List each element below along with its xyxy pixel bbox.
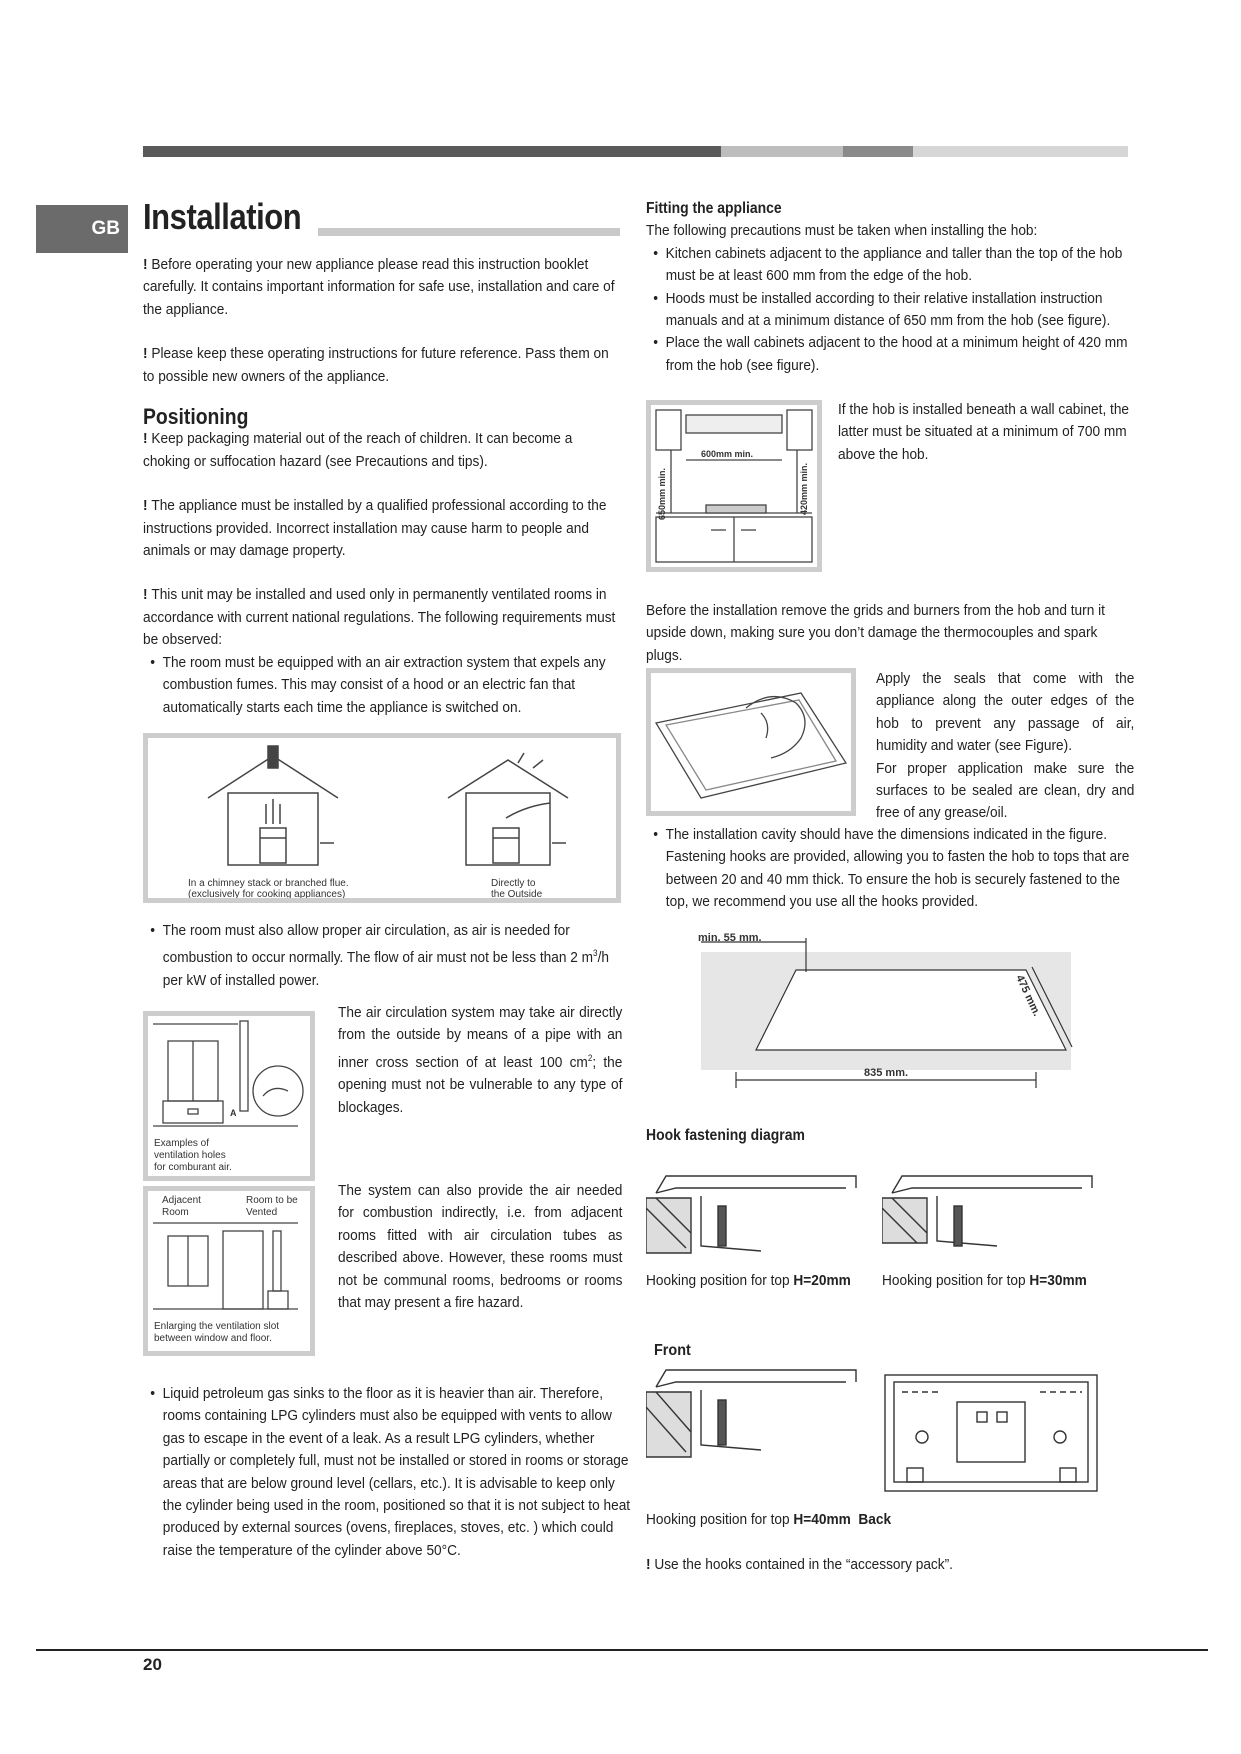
wall-window-illustration (148, 1016, 310, 1176)
list-item: • Kitchen cabinets adjacent to the appliance and taller than the top of the hob must be at least 600 mm from the edge of the hob. (653, 244, 1123, 285)
figure-caption: In a chimney stack or branched flue. (188, 878, 349, 889)
hook-caption-20: Hooking position for top H=20mm (646, 1272, 851, 1289)
seals-figure (646, 668, 856, 816)
house-illustration (148, 738, 616, 898)
hook-heading: Hook fastening diagram (646, 1127, 805, 1144)
label: Room (162, 1207, 189, 1218)
positioning-heading: Positioning (143, 404, 249, 430)
figure-caption: Directly to (491, 878, 536, 889)
list-item: • Liquid petroleum gas sinks to the floor as it is heavier than air. Therefore, rooms containing LPG cylinders must also be equipped with vents to allow gas to escape in the event of a leak. As a result LPG cylinders, whether partially or completely full, must not be installed or stored in rooms or storage areas that are below ground level (cellars, etc.). It is advisable to keep only the cylinder being used in the room, positioned so that it is not subject to heat produced by external sources (ovens, fireplaces, stoves, etc. ) which could raise the temperature of the cylinder above 50°C. (150, 1385, 631, 1559)
list-item: • The room must also allow proper air circulation, as air is needed for combustion to occur normally. The flow of air must not be less than 2 $m^3/h$ per kW of installed power. (150, 922, 609, 989)
hook-caption-30: Hooking position for top H=30mm (882, 1272, 1087, 1289)
intro-paragraph: ! Please keep these operating instructions for future reference. Pass them on to possible new owners of the appliance. (143, 345, 609, 385)
indirect-air-text: The system can also provide the air needed for combustion indirectly, i.e. from adjacent rooms fitted with air circulation tubes as described above. However, these rooms must not be communal rooms, bedrooms or rooms that may present a fire hazard. (338, 1182, 623, 1312)
hook-illustration (646, 1168, 864, 1258)
ventilation-holes-figure (143, 1011, 315, 1181)
hook-illustration (646, 1362, 864, 1462)
label: Room to be (246, 1195, 298, 1206)
list-item: • Place the wall cabinets adjacent to the hood at a minimum height of 420 mm from the hob (see figure). (653, 334, 1128, 374)
hook-caption-40: Hooking position for top H=40mm Back (646, 1511, 892, 1528)
seals-text: Apply the seals that come with the appliance along the outer edges of the hob to prevent any passage of air, humidity and water (see Figure). For proper application make sure the surfaces to be sealed are clean, dry and free of any grease/oil. (876, 670, 1135, 822)
list-item: • Hoods must be installed according to their relative installation instruction manuals and at a minimum distance of 650 mm from the hob (see figure). (653, 289, 1111, 330)
figure-caption: for comburant air. (154, 1162, 232, 1173)
language-tab: GB (36, 205, 128, 253)
hook-figure-30 (882, 1168, 1100, 1258)
hob-underside-illustration (882, 1372, 1100, 1494)
figure-caption: Enlarging the ventilation slot (154, 1321, 280, 1332)
dimension-label: 835 mm. (864, 1067, 909, 1079)
positioning-paragraph: ! Keep packaging material out of the reach of children. It can become a choking or suffocation hazard (see Precautions and tips). (143, 430, 573, 470)
clearance-illustration (651, 405, 817, 567)
left-column-mid (143, 920, 623, 992)
before-install-text: Before the installation remove the grids and burners from the hob and turn it upside down, making sure you don’t damage the thermocouples and spark plugs. (646, 602, 1105, 664)
left-column (143, 254, 623, 719)
positioning-paragraph: ! The appliance must be installed by a qualified professional according to the instructions provided. Incorrect installation may cause harm to people and animals or may damage property. (143, 497, 607, 560)
right-column: Fitting the appliance The following precautions must be taken when installing the hob: • Kitchen cabinets adjacent to the appliance and taller than the top of the hob must be at least 600 mm from the edge of the hob. • Hoods must be installed according to their relative installation instruction manuals and at a minimum distance of 650 mm from the hob (see figure). • Place the wall cabinets adjacent to the hood at a minimum height of 420 mm from the hob (see figure). (646, 198, 1136, 377)
cavity-figure (696, 932, 1076, 1092)
cavity-bullet (646, 824, 1136, 914)
figure-caption: ventilation holes (154, 1150, 226, 1161)
lpg-bullet (143, 1383, 636, 1562)
clearance-figure (646, 400, 822, 572)
list-item: • The installation cavity should have the dimensions indicated in the figure. Fastening hooks are provided, allowing you to fasten the hob to tops that are between 20 and 40 mm thick. To ensure the hob is securely fastened to the top, we recommend you use all the hooks provided. (653, 826, 1130, 911)
dimension-label: 650mm min. (657, 467, 667, 520)
title-rule (318, 228, 620, 236)
hook-figure-20 (646, 1168, 864, 1258)
hook-illustration (882, 1168, 1100, 1258)
intro-paragraph: ! Before operating your new appliance please read this instruction booklet carefully. It contains important information for safe use, installation and care of the appliance. (143, 256, 615, 318)
ventilation-figure (143, 733, 621, 903)
adjacent-room-figure (143, 1186, 315, 1356)
figure-caption: the Outside (491, 889, 543, 898)
dimension-label: min. 55 mm. (698, 932, 762, 944)
dimension-label: 600mm min. (701, 449, 754, 459)
page-title: Installation (143, 196, 302, 237)
hob-back-figure (882, 1372, 1100, 1494)
wall-cabinet-text: If the hob is installed beneath a wall cabinet, the latter must be situated at a minimum of 700 mm above the hob. (838, 401, 1130, 463)
hook-figure-40 (646, 1362, 864, 1462)
dimension-label: 475 mm. (1013, 973, 1043, 1019)
cavity-illustration (696, 932, 1076, 1092)
footer-rule (36, 1649, 1208, 1651)
label: Adjacent (162, 1195, 201, 1206)
label-a: A (230, 1108, 237, 1118)
adjacent-room-illustration (148, 1191, 310, 1351)
seal-illustration (651, 673, 851, 811)
list-item: • The room must be equipped with an air extraction system that expels any combustion fumes. This may consist of a hood or an electric fan that automatically starts each time the appliance is switched on. (150, 653, 606, 716)
positioning-paragraph: ! This unit may be installed and used only in permanently ventilated rooms in accordance with current national regulations. The following requirements must be observed: (143, 586, 616, 649)
air-circulation-text: The air circulation system may take air directly from the outside by means of a pipe with an inner cross section of at least 100 $cm^2$; the opening must not be vulnerable to any type of blockages. (338, 1004, 623, 1116)
accessory-note: ! Use the hooks contained in the “accessory pack”. (646, 1556, 953, 1573)
front-label: Front (654, 1342, 691, 1359)
header-bar (143, 146, 1128, 157)
fitting-heading: Fitting the appliance (646, 200, 782, 217)
figure-caption: between window and floor. (154, 1333, 272, 1344)
label: Vented (246, 1207, 278, 1218)
figure-caption: (exclusively for cooking appliances) (188, 889, 346, 898)
figure-caption: Examples of (154, 1138, 210, 1149)
dimension-label: 420mm min. (799, 462, 809, 515)
page-number: 20 (143, 1655, 162, 1674)
